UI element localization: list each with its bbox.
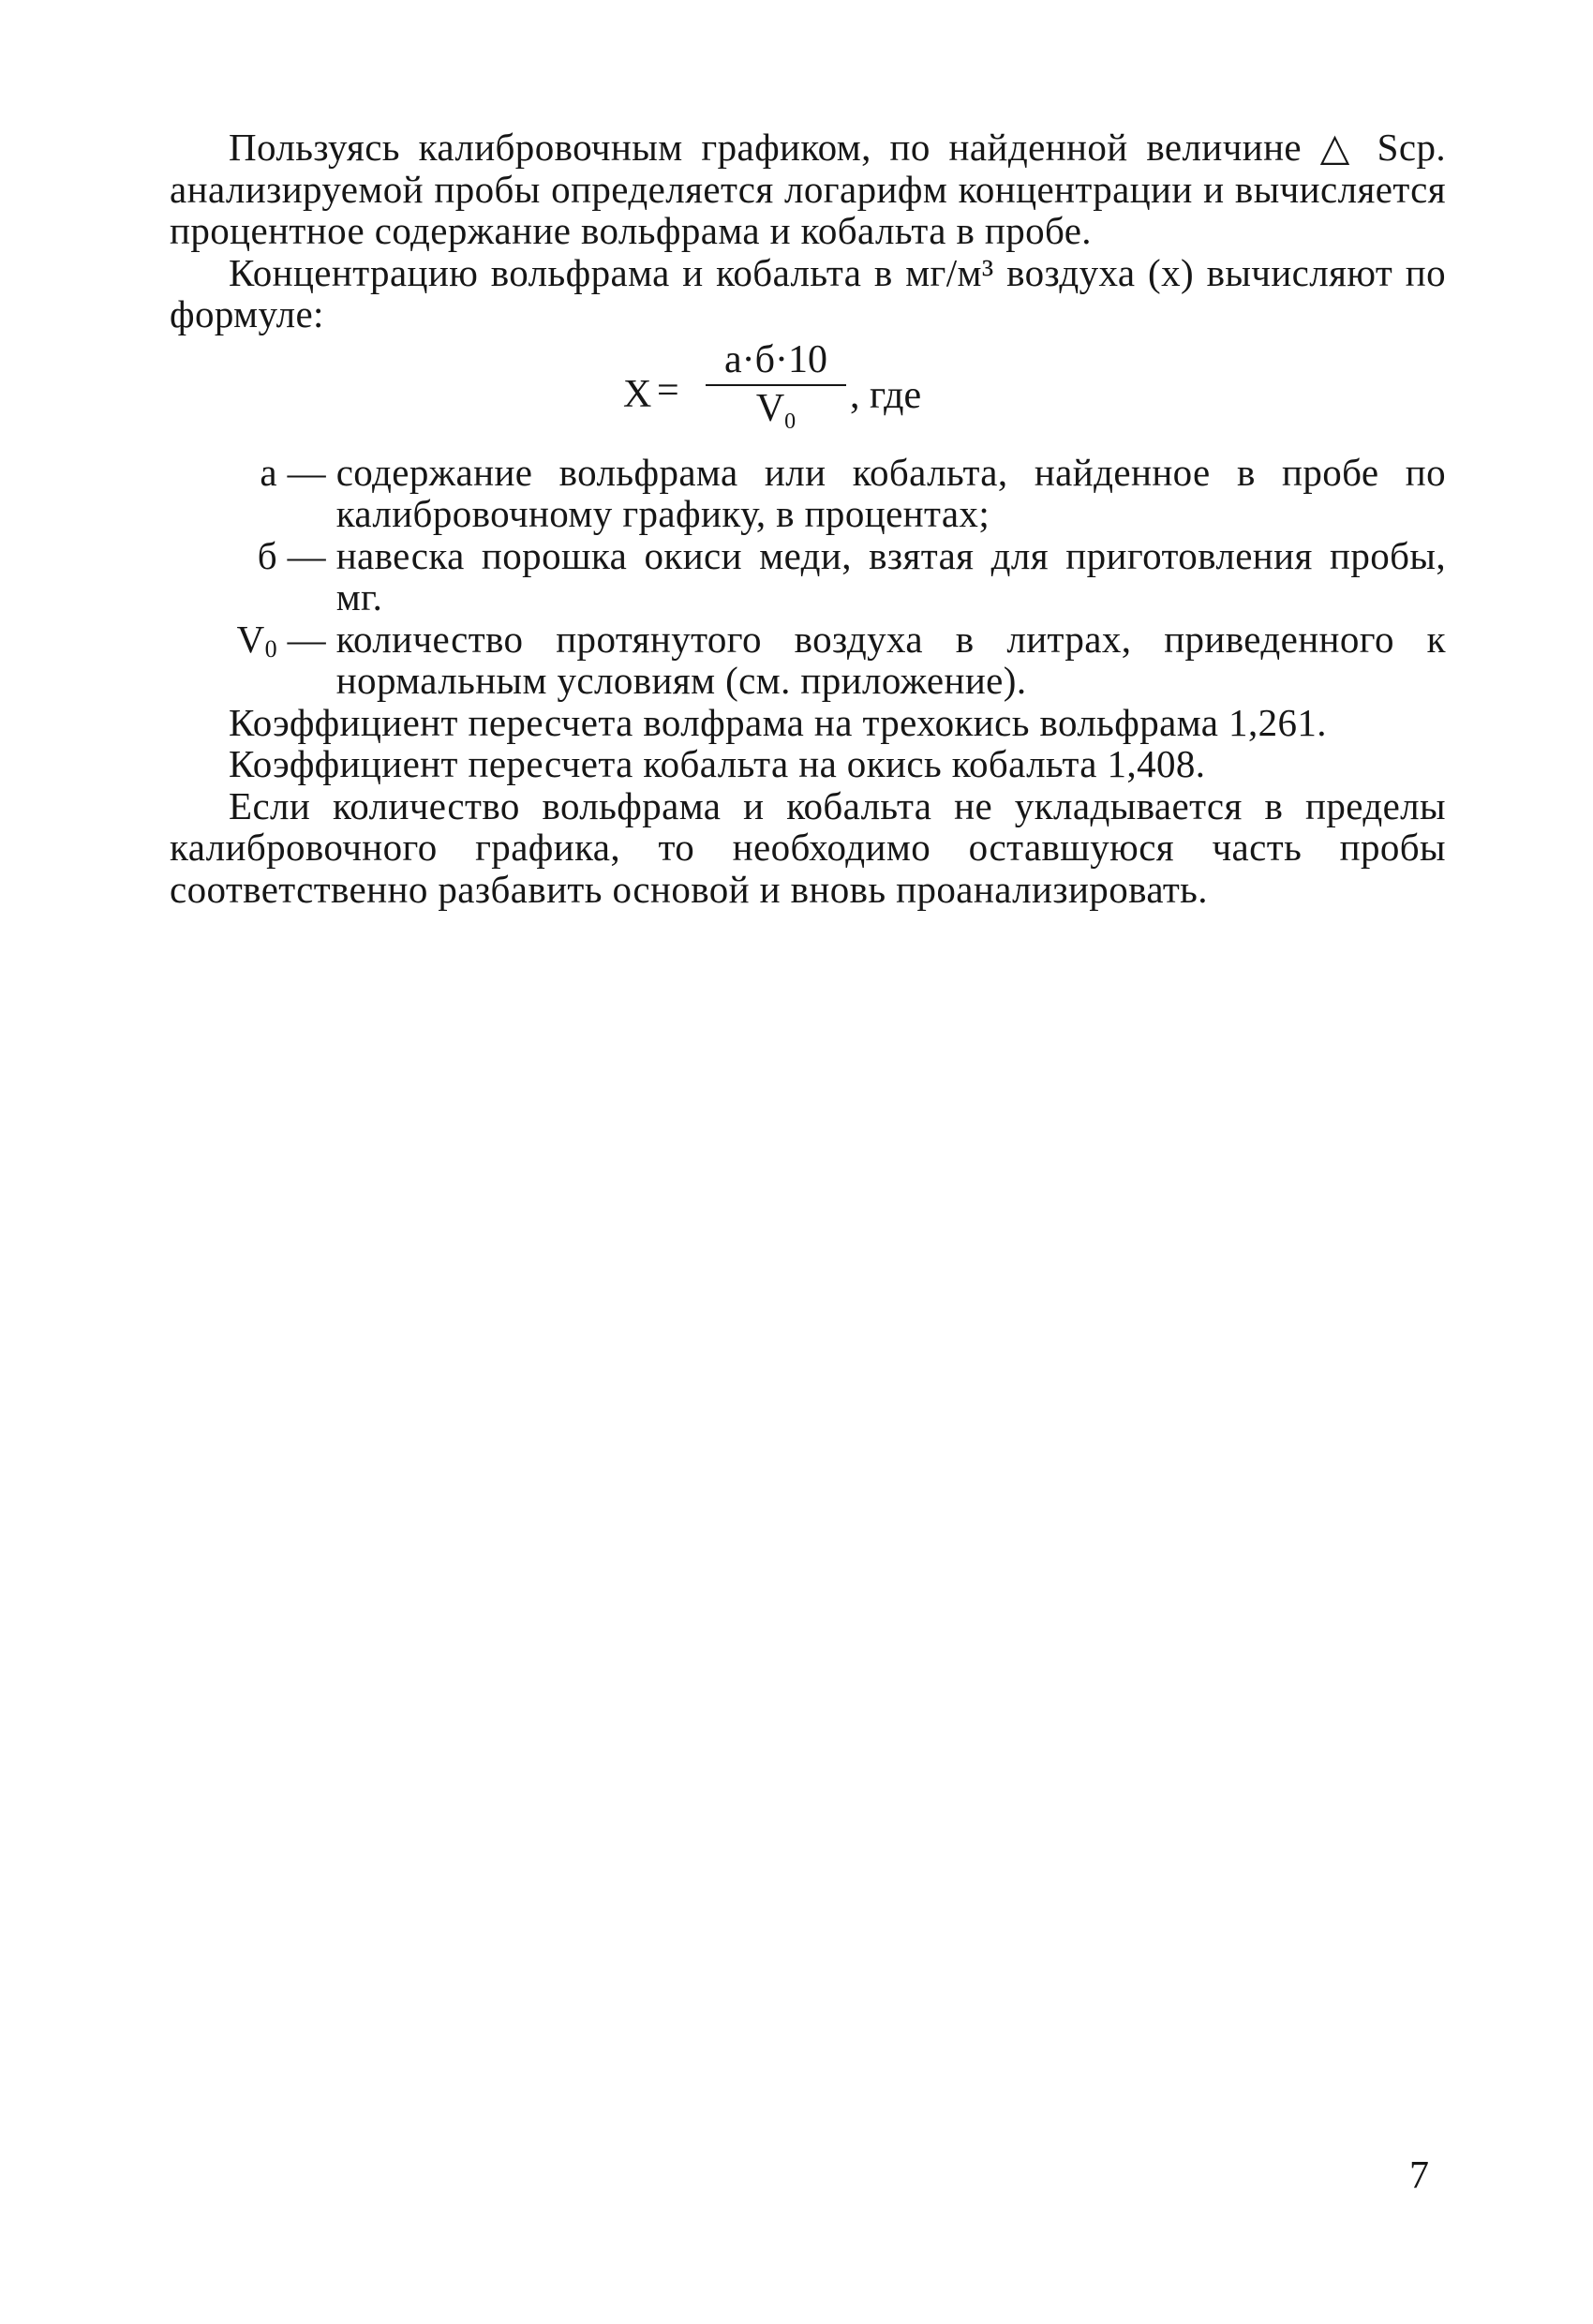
formula-fraction xyxy=(706,339,846,442)
formula-variable: X xyxy=(623,372,652,416)
definition-item-a: а — содержание вольфрама или кобальта, найденное в пробе по калибровочному графику, в процентах; xyxy=(170,452,1446,535)
definition-term: а xyxy=(260,450,277,494)
paragraph-cobalt-coefficient: Коэффициент пересчета кобальта на окись кобальта 1,408. xyxy=(229,742,1206,785)
fraction-bar xyxy=(706,384,846,386)
paragraph-concentration: Концентрацию вольфрама и кобальта в мг/м³ воздуха (х) вычисляют по формуле: xyxy=(170,250,1446,335)
page-content xyxy=(170,127,1446,910)
formula xyxy=(170,339,1446,448)
paragraph-tungsten-coefficient: Коэффициент пересчета волфрама на трехокись вольфрама 1,261. xyxy=(229,700,1327,744)
formula-denominator: $V_0$ xyxy=(755,386,796,434)
definition-list xyxy=(170,452,1446,702)
formula-numerator: а·б·10 xyxy=(724,337,827,381)
definition-text: содержание вольфрама или кобальта, найденное в пробе по калибровочному графику, в процентах; xyxy=(335,450,1446,535)
definition-term: $V_0$ xyxy=(236,617,277,663)
page-number: 7 xyxy=(1409,2154,1429,2197)
formula-tail: , где xyxy=(850,373,922,417)
definition-item-b: б — навеска порошка окиси меди, взятая для приготовления пробы, мг. xyxy=(170,535,1446,618)
definition-text: количество протянутого воздуха в литрах, приведенного к нормальным условиям (см. приложение). xyxy=(335,617,1446,702)
definition-text: навеска порошка окиси меди, взятая для приготовления пробы, мг. xyxy=(335,533,1446,618)
definition-item-v0: $V_0$ — количество протянутого воздуха в литрах, приведенного к нормальным условиям (см. приложение). xyxy=(170,618,1446,702)
definition-term: б xyxy=(257,533,277,577)
paragraph-calibration: Пользуясь калибровочным графиком, по найденной величине △ Sср. анализируемой пробы определяется логарифм концентрации и вычисляется процентное содержание вольфрама и кобальта в пробе. xyxy=(170,126,1446,252)
paragraph-dilution: Если количество вольфрама и кобальта не укладывается в пределы калибровочного графика, то необходимо оставшуюся часть пробы соответственно разбавить основой и вновь проанализировать. xyxy=(170,783,1446,911)
formula-equals: = xyxy=(657,368,679,412)
